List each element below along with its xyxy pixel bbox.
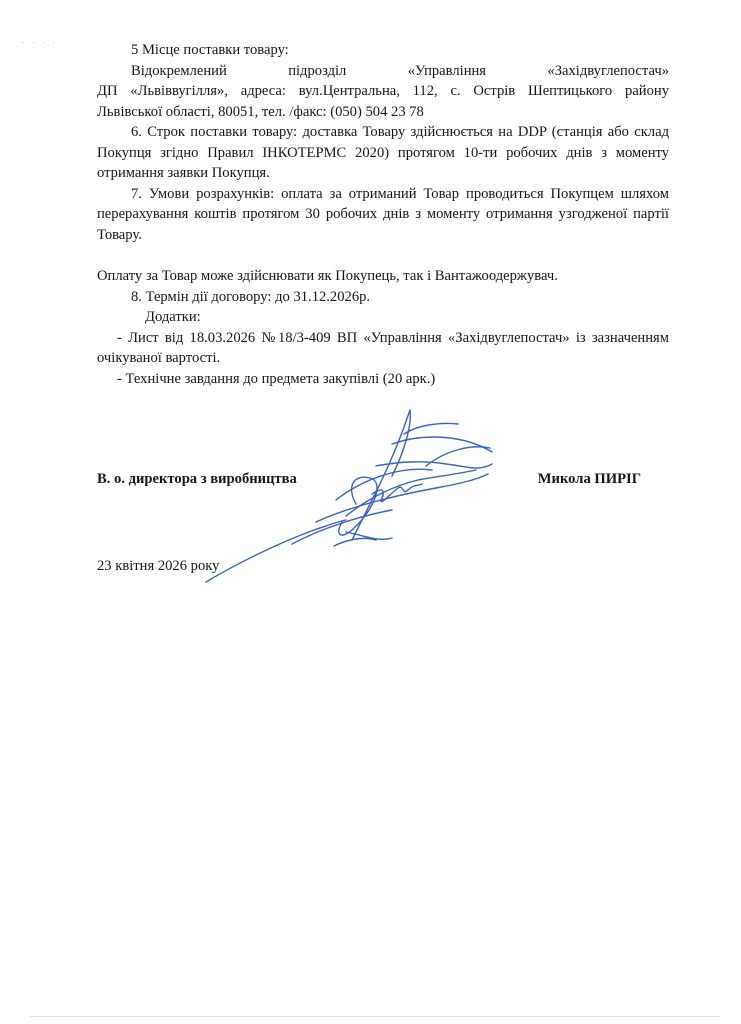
delivery-place-title: 5 Місце поставки товару:	[131, 42, 289, 58]
contract-term: 8. Термін дії договору: до 31.12.2026р.	[131, 288, 371, 305]
signer-name: Микола ПИРІГ	[537, 471, 641, 487]
delivery-place-line-3: Львівської області, 80051, тел. /факс: (050) 504 23 78	[97, 103, 424, 120]
payment-terms: 7. Умови розрахунків: оплата за отриманий Товар проводиться Покупцем шляхом перерахування коштів протягом 30 робочих днів з моменту отримання узгодженої партії Товару.	[97, 185, 669, 243]
payer-note: Оплату за Товар може здійснювати як Покупець, так і Вантажоодержувач.	[97, 268, 558, 284]
delivery-place-line-2: ДП «Львіввугілля», адреса: вул.Центральна, 112, с. Острів Шептицького району	[97, 83, 669, 99]
delivery-term: 6. Строк поставки товару: доставка Товару здійснюється на DDP (станція або склад Покупця згідно Правил ІНКОТЕРМС 2020) протягом 10-ти робочих днів з моменту отримання заявки Покупця.	[97, 124, 669, 181]
signer-position: В. о. директора з виробництва	[97, 471, 297, 487]
paragraph-gap	[97, 245, 669, 266]
scan-edge-divider	[30, 1016, 720, 1017]
attachment-2: - Технічне завдання до предмета закупівлі (20 арк.)	[117, 370, 436, 387]
scan-mark: · · · ·	[22, 39, 58, 47]
document-body	[97, 40, 669, 389]
delivery-place-line-1: Відокремлений підрозділ «Управління «Західвуглепостач»	[131, 62, 669, 79]
attachment-1: - Лист від 18.03.2026 №18/3-409 ВП «Управління «Західвуглепостач» із зазначенням очікуваної вартості.	[97, 329, 669, 366]
handwritten-signature	[196, 404, 506, 584]
document-date: 23 квітня 2026 року	[97, 558, 220, 574]
attachments-title: Додатки:	[145, 309, 201, 325]
